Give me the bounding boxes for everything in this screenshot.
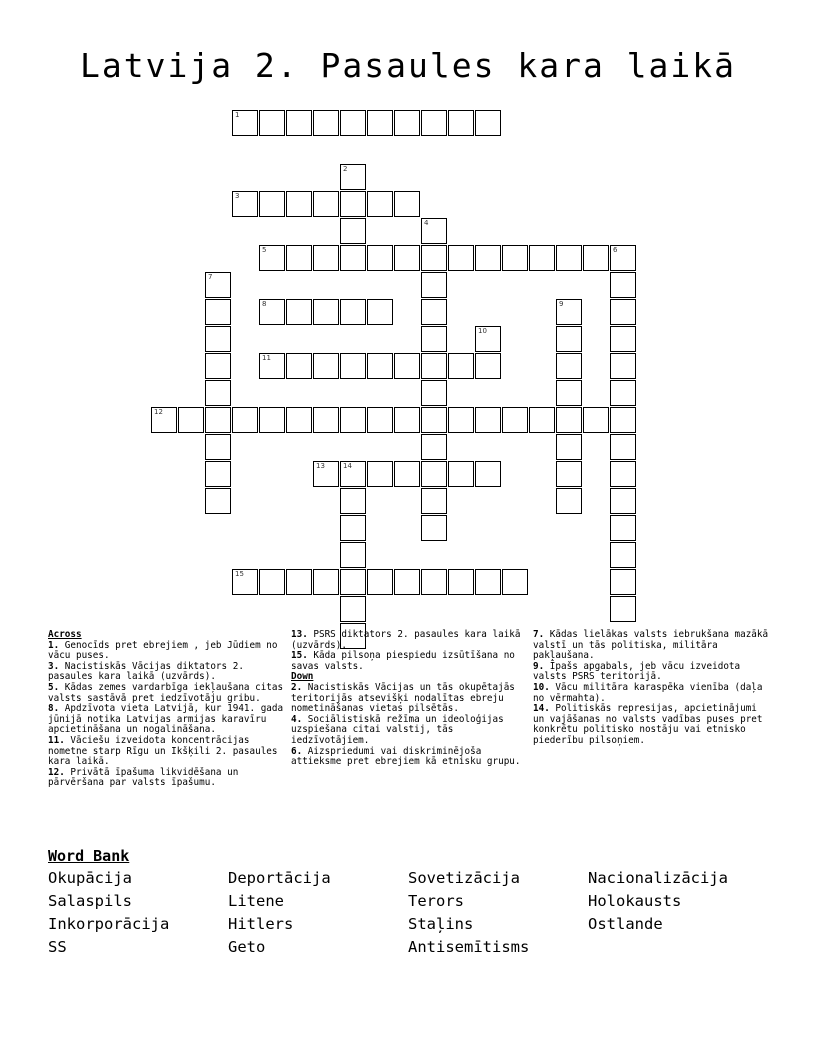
- crossword-cell[interactable]: [610, 245, 636, 271]
- crossword-cell[interactable]: [502, 245, 528, 271]
- crossword-cell[interactable]: [340, 407, 366, 433]
- crossword-cell[interactable]: [367, 110, 393, 136]
- crossword-cell[interactable]: [583, 245, 609, 271]
- crossword-cell[interactable]: [367, 461, 393, 487]
- clue-number: 1: [235, 111, 240, 119]
- clue-number: 14: [343, 462, 352, 470]
- crossword-cell[interactable]: [610, 596, 636, 622]
- crossword-cell[interactable]: [421, 245, 447, 271]
- word-bank-item: Staļins: [408, 915, 474, 933]
- across-header: Across: [48, 629, 82, 640]
- clue-number: 6: [613, 246, 618, 254]
- clue-number: 4: [424, 219, 429, 227]
- crossword-cell[interactable]: [556, 245, 582, 271]
- crossword-cell[interactable]: [448, 245, 474, 271]
- crossword-cell[interactable]: [340, 542, 366, 568]
- clue-across-15: 15. Kāda pilsoņa piespiedu izsūtīšana no savas valsts.: [291, 650, 515, 672]
- clue-down-7: 7. Kādas lielākas valsts iebrukšana mazākā valstī un tās politiska, militāra pakļaušana.: [533, 629, 769, 662]
- word-bank-title: Word Bank: [48, 847, 130, 865]
- crossword-cell[interactable]: [367, 191, 393, 217]
- crossword-cell[interactable]: [610, 434, 636, 460]
- crossword-cell[interactable]: [421, 326, 447, 352]
- crossword-cell[interactable]: [610, 542, 636, 568]
- crossword-cell[interactable]: [421, 218, 447, 244]
- crossword-cell[interactable]: [259, 569, 285, 595]
- word-bank-item: Ostlande: [588, 915, 663, 933]
- word-bank: [48, 868, 788, 958]
- crossword-cell[interactable]: [421, 569, 447, 595]
- clue-number: 13: [316, 462, 325, 470]
- crossword-cell[interactable]: [556, 407, 582, 433]
- crossword-cell[interactable]: [367, 407, 393, 433]
- clue-number: 7: [208, 273, 213, 281]
- crossword-cell[interactable]: [286, 299, 312, 325]
- crossword-cell[interactable]: [340, 191, 366, 217]
- crossword-cell[interactable]: [340, 110, 366, 136]
- crossword-cell[interactable]: [367, 569, 393, 595]
- crossword-cell[interactable]: [394, 191, 420, 217]
- crossword-cell[interactable]: [421, 461, 447, 487]
- clue-across-12: 12. Privātā īpašuma likvidēšana un pārvēršana par valsts īpašumu.: [48, 766, 239, 789]
- crossword-cell[interactable]: [610, 461, 636, 487]
- crossword-cell[interactable]: [259, 407, 285, 433]
- clue-number: 12: [154, 408, 163, 416]
- crossword-cell[interactable]: [340, 353, 366, 379]
- crossword-cell[interactable]: [394, 245, 420, 271]
- crossword-cell[interactable]: [205, 353, 231, 379]
- word-bank-item: Hitlers: [228, 915, 294, 933]
- crossword-cell[interactable]: [502, 569, 528, 595]
- crossword-cell[interactable]: [610, 299, 636, 325]
- crossword-cell[interactable]: [421, 515, 447, 541]
- crossword-cell[interactable]: [421, 272, 447, 298]
- clue-number: 5: [262, 246, 267, 254]
- crossword-cell[interactable]: [421, 110, 447, 136]
- crossword-cell[interactable]: [394, 461, 420, 487]
- crossword-cell[interactable]: [367, 299, 393, 325]
- crossword-cell[interactable]: [259, 245, 285, 271]
- word-bank-item: Litene: [228, 892, 284, 910]
- crossword-cell[interactable]: [475, 353, 501, 379]
- crossword-cell[interactable]: [205, 461, 231, 487]
- crossword-cell[interactable]: [556, 299, 582, 325]
- crossword-cell[interactable]: [394, 407, 420, 433]
- crossword-cell[interactable]: [313, 407, 339, 433]
- clues-column-2: [291, 630, 523, 768]
- word-bank-item: Inkorporācija: [48, 915, 170, 933]
- clue-down-14: 14. Politiskās represijas, apcietinājumi un vajāšanas no valsts vadības puses pret konkrētu politisko nostāju vai etnisko piederību pilsoņiem.: [533, 703, 763, 746]
- crossword-cell[interactable]: [313, 353, 339, 379]
- crossword-cell[interactable]: [556, 434, 582, 460]
- crossword-cell[interactable]: [502, 407, 528, 433]
- crossword-cell[interactable]: [286, 191, 312, 217]
- crossword-cell[interactable]: [205, 272, 231, 298]
- clue-number: 2: [343, 165, 348, 173]
- crossword-cell[interactable]: [610, 488, 636, 514]
- clue-number: 8: [262, 300, 267, 308]
- crossword-cell[interactable]: [286, 569, 312, 595]
- crossword-cell[interactable]: [610, 353, 636, 379]
- crossword-cell[interactable]: [610, 380, 636, 406]
- crossword-cell[interactable]: [313, 569, 339, 595]
- clue-number: 10: [478, 327, 487, 335]
- crossword-cell[interactable]: [475, 569, 501, 595]
- crossword-cell[interactable]: [232, 110, 258, 136]
- crossword-cell[interactable]: [529, 245, 555, 271]
- crossword-cell[interactable]: [340, 569, 366, 595]
- crossword-cell[interactable]: [421, 299, 447, 325]
- crossword-cell[interactable]: [313, 191, 339, 217]
- crossword-cell[interactable]: [340, 596, 366, 622]
- crossword-cell[interactable]: [475, 461, 501, 487]
- clue-across-5: 5. Kādas zemes vardarbīga iekļaušana citas valsts sastāvā pret iedzīvotāju gribu.: [48, 681, 284, 704]
- crossword-cell[interactable]: [232, 407, 258, 433]
- clues-column-1: [48, 630, 284, 789]
- crossword-cell[interactable]: [394, 569, 420, 595]
- crossword-cell[interactable]: [286, 245, 312, 271]
- clue-number: 3: [235, 192, 240, 200]
- crossword-cell[interactable]: [421, 407, 447, 433]
- crossword-cell[interactable]: [367, 353, 393, 379]
- crossword-cell[interactable]: [340, 515, 366, 541]
- crossword-cell[interactable]: [421, 434, 447, 460]
- crossword-cell[interactable]: [448, 569, 474, 595]
- crossword-cell[interactable]: [340, 218, 366, 244]
- crossword-cell[interactable]: [421, 353, 447, 379]
- crossword-cell[interactable]: [475, 110, 501, 136]
- clue-across-8: 8. Apdzīvota vieta Latvijā, kur 1941. gada jūnijā notika Latvijas armijas karavīru apcietināšana un nogalināšana.: [48, 703, 284, 736]
- clue-number: 15: [235, 570, 244, 578]
- clue-down-9: 9. Īpašs apgabals, jeb vācu izveidota valsts PSRS teritorijā.: [533, 660, 741, 683]
- crossword-cell[interactable]: [448, 461, 474, 487]
- crossword-cell[interactable]: [286, 353, 312, 379]
- crossword-cell[interactable]: [340, 488, 366, 514]
- crossword-cell[interactable]: [448, 407, 474, 433]
- crossword-cell[interactable]: [367, 245, 393, 271]
- crossword-cell[interactable]: [205, 488, 231, 514]
- crossword-cell[interactable]: [205, 326, 231, 352]
- word-bank-item: Sovetizācija: [408, 869, 520, 887]
- down-header: Down: [291, 671, 314, 683]
- word-bank-item: Antisemītisms: [408, 938, 530, 956]
- clue-across-1: 1. Genocīds pret ebrejiem , jeb Jūdiem no vācu puses.: [48, 639, 278, 662]
- crossword-cell[interactable]: [259, 191, 285, 217]
- clue-down-2: 2. Nacistiskās Vācijas un tās okupētajās teritorijās atsevišķi nodalītas ebreju nometināšanas vietas pilsētās.: [291, 681, 515, 715]
- crossword-cell[interactable]: [556, 380, 582, 406]
- crossword-cell[interactable]: [448, 110, 474, 136]
- crossword-cell[interactable]: [610, 569, 636, 595]
- crossword-cell[interactable]: [556, 353, 582, 379]
- crossword-cell[interactable]: [340, 245, 366, 271]
- crossword-cell[interactable]: [475, 326, 501, 352]
- crossword-cell[interactable]: [205, 407, 231, 433]
- crossword-cell[interactable]: [205, 299, 231, 325]
- clue-down-6: 6. Aizspriedumi vai diskriminējoša attieksme pret ebrejiem kā etnisku grupu.: [291, 745, 521, 768]
- word-bank-item: Nacionalizācija: [588, 869, 728, 887]
- word-bank-item: Holokausts: [588, 892, 682, 910]
- word-bank-item: Okupācija: [48, 869, 132, 887]
- crossword-cell[interactable]: [421, 488, 447, 514]
- crossword-cell[interactable]: [151, 407, 177, 433]
- clue-number: 11: [262, 354, 271, 362]
- crossword-cell[interactable]: [286, 407, 312, 433]
- crossword-cell[interactable]: [448, 353, 474, 379]
- clue-down-4: 4. Sociālistiskā režīma un ideoloģijas uzspiešana citai valstij, tās iedzīvotājiem.: [291, 713, 504, 746]
- crossword-cell[interactable]: [583, 407, 609, 433]
- crossword-cell[interactable]: [556, 326, 582, 352]
- crossword-cell[interactable]: [394, 353, 420, 379]
- crossword-cell[interactable]: [259, 110, 285, 136]
- crossword-cell[interactable]: [232, 191, 258, 217]
- crossword-cell[interactable]: [394, 110, 420, 136]
- crossword-cell[interactable]: [421, 380, 447, 406]
- crossword-cell[interactable]: [205, 380, 231, 406]
- crossword-cell[interactable]: [340, 164, 366, 190]
- crossword-cell[interactable]: [556, 461, 582, 487]
- crossword-cell[interactable]: [232, 569, 258, 595]
- clue-number: 9: [559, 300, 564, 308]
- crossword-cell[interactable]: [610, 515, 636, 541]
- crossword-cell[interactable]: [313, 110, 339, 136]
- crossword-cell[interactable]: [313, 245, 339, 271]
- crossword-cell[interactable]: [340, 299, 366, 325]
- crossword-cell[interactable]: [610, 407, 636, 433]
- crossword-cell[interactable]: [313, 299, 339, 325]
- crossword-cell[interactable]: [475, 407, 501, 433]
- crossword-cell[interactable]: [205, 434, 231, 460]
- word-bank-item: Salaspils: [48, 892, 132, 910]
- clue-across-11: 11. Vāciešu izveidota koncentrācijas nometne starp Rīgu un Ikšķili 2. pasaules kara laikā.: [48, 734, 278, 768]
- word-bank-item: Terors: [408, 892, 464, 910]
- crossword-cell[interactable]: [286, 110, 312, 136]
- page-title: Latvija 2. Pasaules kara laikā: [79, 46, 737, 85]
- word-bank-item: SS: [48, 938, 67, 956]
- word-bank-item: Deportācija: [228, 869, 331, 887]
- crossword-cell[interactable]: [556, 488, 582, 514]
- crossword-cell[interactable]: [529, 407, 555, 433]
- clues-column-3: [533, 630, 769, 747]
- clue-across-13: 13. PSRS diktators 2. pasaules kara laikā (uzvārds).: [291, 629, 521, 651]
- crossword-cell[interactable]: [610, 272, 636, 298]
- crossword-cell[interactable]: [610, 326, 636, 352]
- crossword-cell[interactable]: [340, 461, 366, 487]
- clue-across-3: 3. Nacistiskās Vācijas diktators 2. pasaules kara laikā (uzvārds).: [48, 660, 244, 683]
- crossword-cell[interactable]: [313, 461, 339, 487]
- crossword-cell[interactable]: [259, 353, 285, 379]
- clue-down-10: 10. Vācu militāra karaspēka vienība (daļa no vērmahta).: [533, 681, 763, 704]
- word-bank-item: Geto: [228, 938, 266, 956]
- crossword-cell[interactable]: [178, 407, 204, 433]
- crossword-cell[interactable]: [475, 245, 501, 271]
- crossword-cell[interactable]: [259, 299, 285, 325]
